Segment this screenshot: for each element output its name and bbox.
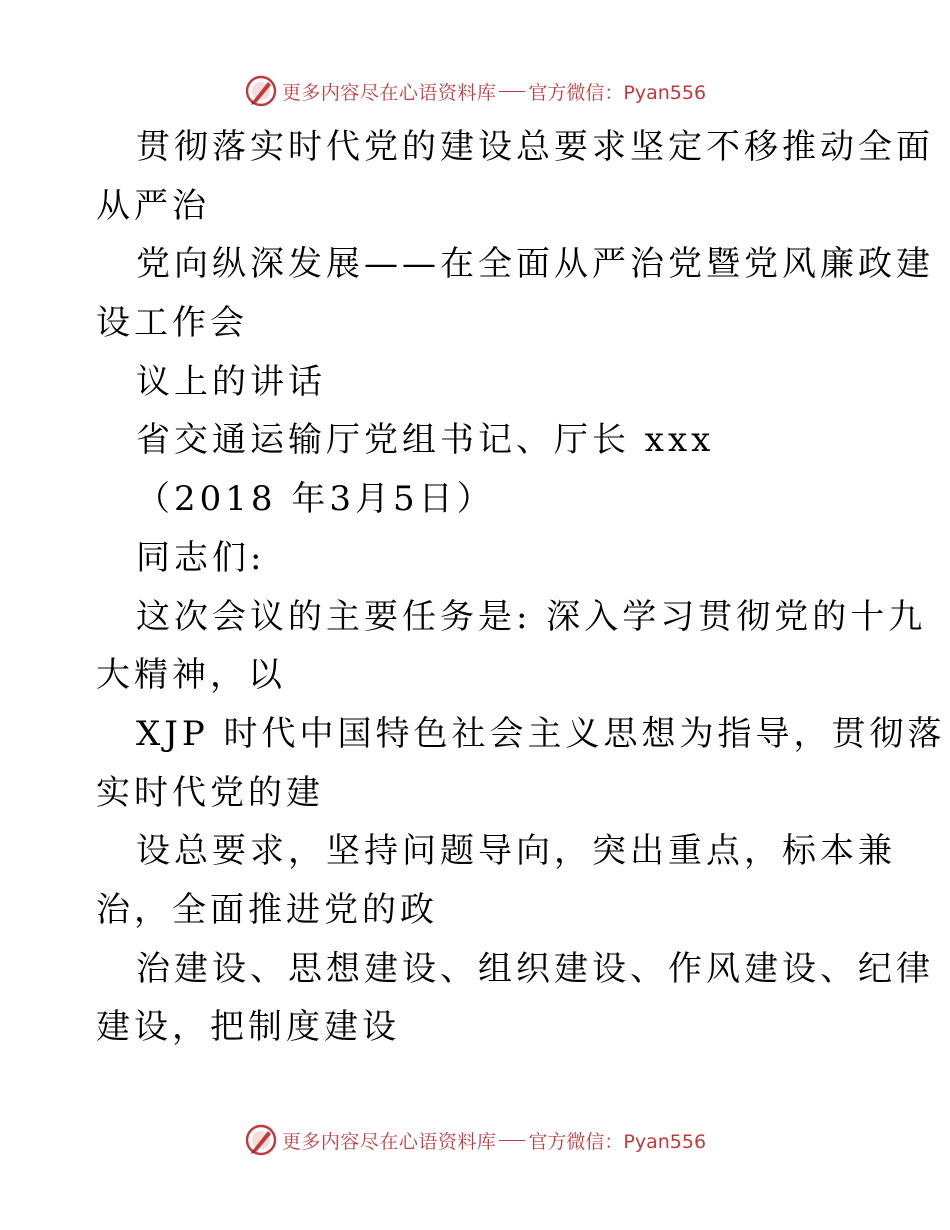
document-line: 议上的讲话: [136, 361, 326, 402]
header-banner: [0, 71, 950, 111]
quill-pen-logo-icon: [244, 1123, 278, 1157]
banner-wechat: 官方微信：Pyan556: [528, 1130, 707, 1153]
document-line: 治，全面推进党的政: [96, 889, 438, 930]
document-line: 省交通运输厅党组书记、厅长 xxx: [136, 420, 715, 461]
document-line: 设总要求，坚持问题导向，突出重点，标本兼: [136, 831, 896, 872]
document-line: 设工作会: [96, 303, 248, 344]
document-line: 实时代党的建: [96, 772, 324, 813]
document-line: 建设，把制度建设: [96, 1007, 400, 1048]
document-line: 大精神，以: [96, 655, 286, 696]
document-line: 这次会议的主要任务是: 深入学习贯彻党的十九: [136, 596, 927, 637]
document-line: 从严治: [96, 185, 210, 226]
banner-divider: [499, 91, 525, 92]
banner-text: 更多内容尽在心语资料库: [281, 1130, 497, 1153]
document-body: [96, 118, 946, 1057]
document-line: （2018 年3月5日）: [136, 479, 495, 520]
document-line: XJP 时代中国特色社会主义思想为指导，贯彻落: [136, 713, 946, 754]
document-line: 贯彻落实时代党的建设总要求坚定不移推动全面: [136, 127, 934, 167]
banner-divider: [499, 1140, 525, 1141]
document-line: 治建设、思想建设、组织建设、作风建设、纪律: [136, 948, 934, 989]
document-line: 党向纵深发展——在全面从严治党暨党风廉政建: [136, 244, 934, 285]
banner-text: 更多内容尽在心语资料库: [281, 81, 497, 104]
footer-banner: [0, 1120, 950, 1160]
banner-wechat: 官方微信：Pyan556: [528, 81, 707, 104]
document-line: 同志们:: [136, 537, 266, 578]
quill-pen-logo-icon: [244, 74, 278, 108]
